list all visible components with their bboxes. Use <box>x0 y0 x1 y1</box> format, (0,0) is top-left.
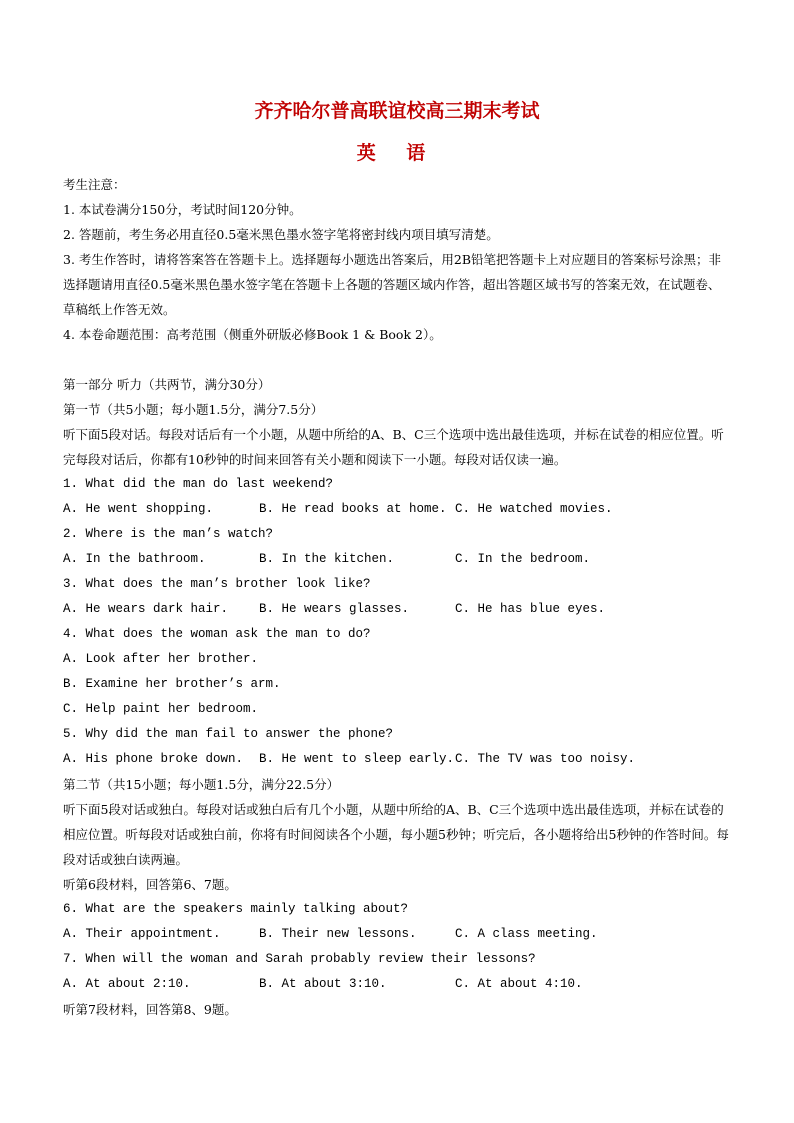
section1-heading: 第一节（共5小题；每小题1.5分，满分7.5分） <box>63 402 324 417</box>
section2-heading: 第二节（共15小题；每小题1.5分，满分22.5分） <box>63 777 340 792</box>
question-options <box>63 597 731 622</box>
question-options <box>63 547 731 572</box>
option-a: A. His phone broke down. <box>63 752 244 766</box>
subject-title: 英 语 <box>356 142 438 164</box>
section1-instructions: 听下面5段对话。每段对话后有一个小题，从题中所给的A、B、C三个选项中选出最佳选项，并标在试卷的相应位置。听完每段对话后，你都有10秒钟的时间来回答有关小题和阅读下一小题。每段对话仅读一遍。 <box>63 427 724 467</box>
option-c: C. The TV was too noisy. <box>455 752 636 766</box>
option-a: A. In the bathroom. <box>63 552 206 566</box>
notes-heading: 考生注意： <box>63 177 126 192</box>
option-b: B. In the kitchen. <box>259 552 395 566</box>
question-stem: 2. Where is the man’s watch? <box>63 527 274 541</box>
option-a: A. Look after her brother. <box>63 652 259 666</box>
question-options <box>63 497 731 522</box>
option-b: B. Their new lessons. <box>259 927 417 941</box>
material-label: 听第6段材料，回答第6、7题。 <box>63 877 237 892</box>
option-b: B. Examine her brother’s arm. <box>63 677 281 691</box>
option-b: B. He wears glasses. <box>259 602 410 616</box>
question-stem: 5. Why did the man fail to answer the phone? <box>63 727 394 741</box>
question-options <box>63 922 731 947</box>
option-a: A. He wears dark hair. <box>63 602 229 616</box>
question-stem: 3. What does the man’s brother look like? <box>63 577 371 591</box>
option-c: C. At about 4:10. <box>455 977 583 991</box>
note-item: 3. 考生作答时，请将答案答在答题卡上。选择题每小题选出答案后，用2B铅笔把答题卡上对应题目的答案标号涂黑；非选择题请用直径0.5毫米黑色墨水签字笔在答题卡上各题的答题区域内作答，超出答题区域书写的答案无效，在试题卷、草稿纸上作答无效。 <box>63 252 722 317</box>
option-c: C. He has blue eyes. <box>455 602 606 616</box>
exam-body <box>63 172 731 1022</box>
option-c: C. In the bedroom. <box>455 552 591 566</box>
option-a: A. Their appointment. <box>63 927 221 941</box>
question-stem: 7. When will the woman and Sarah probably review their lessons? <box>63 952 536 966</box>
option-c: C. A class meeting. <box>455 927 598 941</box>
option-c: C. Help paint her bedroom. <box>63 702 259 716</box>
option-c: C. He watched movies. <box>455 502 613 516</box>
option-b: B. At about 3:10. <box>259 977 387 991</box>
note-item: 4. 本卷命题范围：高考范围（侧重外研版必修Book 1 & Book 2）。 <box>63 327 442 342</box>
spacer <box>63 347 731 372</box>
part1-heading: 第一部分 听力（共两节，满分30分） <box>63 377 271 392</box>
section2-instructions: 听下面5段对话或独白。每段对话或独白后有几个小题，从题中所给的A、B、C三个选项中选出最佳选项，并标在试卷的相应位置。听每段对话或独白前，你将有时间阅读各个小题，每小题5秒钟；听完后，各小题将给出5秒钟的作答时间。每段对话或独白读两遍。 <box>63 802 729 867</box>
note-item: 2. 答题前，考生务必用直径0.5毫米黑色墨水签字笔将密封线内项目填写清楚。 <box>63 227 499 242</box>
exam-title: 齐齐哈尔普高联谊校高三期末考试 <box>254 100 540 122</box>
option-a: A. At about 2:10. <box>63 977 191 991</box>
question-options <box>63 972 731 997</box>
note-item: 1. 本试卷满分150分，考试时间120分钟。 <box>63 202 302 217</box>
material-label: 听第7段材料，回答第8、9题。 <box>63 1002 237 1017</box>
option-a: A. He went shopping. <box>63 502 214 516</box>
question-stem: 6. What are the speakers mainly talking about? <box>63 902 409 916</box>
question-stem: 1. What did the man do last weekend? <box>63 477 334 491</box>
option-b: B. He read books at home. <box>259 502 447 516</box>
question-stem: 4. What does the woman ask the man to do? <box>63 627 371 641</box>
question-options <box>63 747 731 772</box>
option-b: B. He went to sleep early. <box>259 752 455 766</box>
